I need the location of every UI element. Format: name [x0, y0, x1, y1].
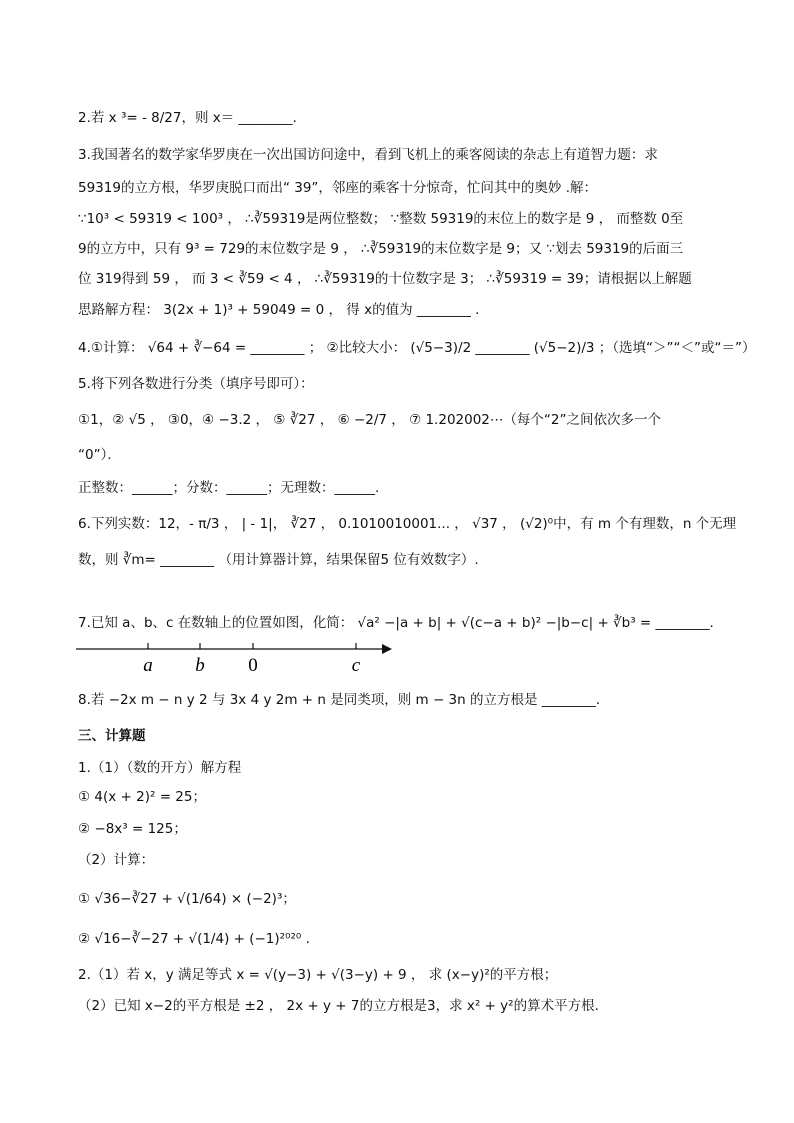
question-4: 4.①计算： √64 + ∛−64 = ________ ； ②比较大小： (√5−3)/2 ________ (√5−2)/3 ；（选填“＞”“＜”或“＝”） [78, 340, 756, 356]
question-2 [78, 108, 297, 128]
question-3-line-4: 9的立方中，只有 9³ = 729的末位数字是 9 ， ∴∛59319的末位数字是 9；又 ∵划去 59319的后面三 [78, 241, 684, 257]
question-3-line-5: 位 319得到 59 ， 而 3 < ∛59 < 4 ， ∴∛59319的十位数字是 3； ∴∛59319 = 39；请根据以上解题 [78, 271, 692, 287]
label-c: c [351, 655, 361, 676]
problem-1-eq-a: ① 4(x + 2)² = 25； [78, 789, 206, 805]
problem-1-calc-b: ② √16−∛−27 + √(1/4) + (−1)²⁰²⁰ . [78, 931, 310, 947]
question-5-line-1: 5.将下列各数进行分类（填序号即可）： [78, 376, 314, 392]
problem-1-part-2: （2）计算： [78, 852, 155, 868]
question-7: 7.已知 a、b、c 在数轴上的位置如图，化简： √a² −|a + b| + √(c−a + b)² −|b−c| + ∛b³ = ________. [78, 615, 714, 631]
question-5-line-4: 正整数：______；分数：______；无理数：______. [78, 480, 380, 496]
number-line-arrow-icon [382, 644, 392, 654]
section-3-heading: 三、计算题 [78, 728, 146, 744]
problem-2-part-1: 2.（1）若 x，y 满足等式 x = √(y−3) + √(3−y) + 9 ， 求 (x−y)²的平方根； [78, 967, 558, 983]
question-6-line-1: 6.下列实数：12，- π/3 ， | - 1|， ∛27 ， 0.1010010001... ， √37 ， (√2)⁰中，有 m 个有理数，n 个无理 [78, 516, 737, 532]
number-line [76, 638, 396, 678]
question-8: 8.若 −2x m − n y 2 与 3x 4 y 2m + n 是同类项，则 m − 3n 的立方根是 ________. [78, 692, 601, 708]
label-0: 0 [248, 655, 258, 676]
label-a: a [143, 655, 153, 676]
problem-2-part-2: （2）已知 x−2的平方根是 ±2 ， 2x + y + 7的立方根是3，求 x² + y²的算术平方根. [78, 998, 599, 1014]
question-5-line-2: ①1，② √5 ， ③0，④ −3.2 ， ⑤ ∛27 ， ⑥ −2/7 ， ⑦ 1.202002⋯（每个“2”之间依次多一个 [78, 412, 661, 428]
label-b: b [195, 655, 205, 676]
problem-1-eq-b: ② −8x³ = 125； [78, 821, 187, 837]
question-3-line-2: 59319的立方根，华罗庚脱口而出“ 39”，邻座的乘客十分惊奇，忙问其中的奥妙 .解： [78, 180, 597, 196]
question-3-line-3: ∵10³ < 59319 < 100³ ， ∴∛59319是两位整数； ∵整数 59319的末位上的数字是 9 ， 而整数 0至 [78, 211, 684, 227]
question-3-line-1: 3.我国著名的数学家华罗庚在一次出国访问途中，看到飞机上的乘客阅读的杂志上有道智力题：求 [78, 147, 658, 163]
question-6-line-2: 数，则 ∛m= ________ （用计算器计算，结果保留5 位有效数字）. [78, 552, 479, 568]
question-2-text: 2.若 x ³= - 8/27，则 x＝ ________. [78, 110, 297, 126]
problem-1-title: 1.（1）（数的开方）解方程 [78, 760, 242, 776]
question-3-line-6: 思路解方程： 3(2x + 1)³ + 59049 = 0 ， 得 x的值为 ________ . [78, 302, 480, 318]
problem-1-calc-a: ① √36−∛27 + √(1/64) × (−2)³； [78, 891, 296, 907]
question-5-line-3: “0”）． [78, 447, 121, 463]
